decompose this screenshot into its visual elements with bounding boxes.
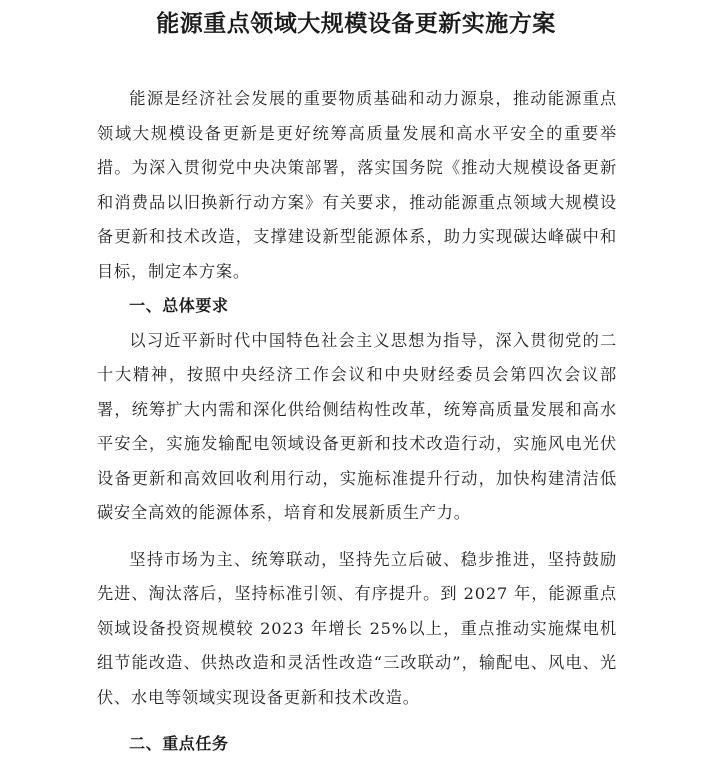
general-requirements-paragraph-2: 坚持市场为主、统筹联动，坚持先立后破、稳步推进，坚持鼓励先进、淘汰落后，坚持标准引领、有序提升。到 2027 年，能源重点领域设备投资规模较 2023 年增长 25%以上，重点推动实施煤电机组节能改造、供热改造和灵活性改造“三改联动”，输配电、风电、光伏、水电等领域实现设备更新和技术改造。 — [97, 549, 617, 707]
paragraph-gap — [97, 531, 617, 543]
section-heading-key-tasks: 二、重点任务 — [129, 734, 229, 753]
intro-paragraph: 能源是经济社会发展的重要物质基础和动力源泉，推动能源重点领域大规模设备更新是更好统筹高质量发展和高水平安全的重要举措。为深入贯彻党中央决策部署，落实国务院《推动大规模设备更新和消费品以旧换新行动方案》有关要求，推动能源重点领域大规模设备更新和技术改造，支撑建设新型能源体系，助力实现碳达峰碳中和目标，制定本方案。 — [97, 89, 617, 281]
general-requirements-paragraph-1: 以习近平新时代中国特色社会主义思想为指导，深入贯彻党的二十大精神，按照中央经济工作会议和中央财经委员会第四次会议部署，统筹扩大内需和深化供给侧结构性改革，统筹高质量发展和高水平安全，实施发输配电领域设备更新和技术改造行动，实施风电光伏设备更新和高效回收利用行动，实施标准提升行动，加快构建清洁低碳安全高效的能源体系，培育和发展新质生产力。 — [97, 330, 617, 522]
section-heading-general-requirements: 一、总体要求 — [129, 296, 229, 315]
document-title: 能源重点领域大规模设备更新实施方案 — [156, 11, 556, 37]
document-body — [97, 82, 617, 762]
paragraph-gap — [97, 715, 617, 727]
